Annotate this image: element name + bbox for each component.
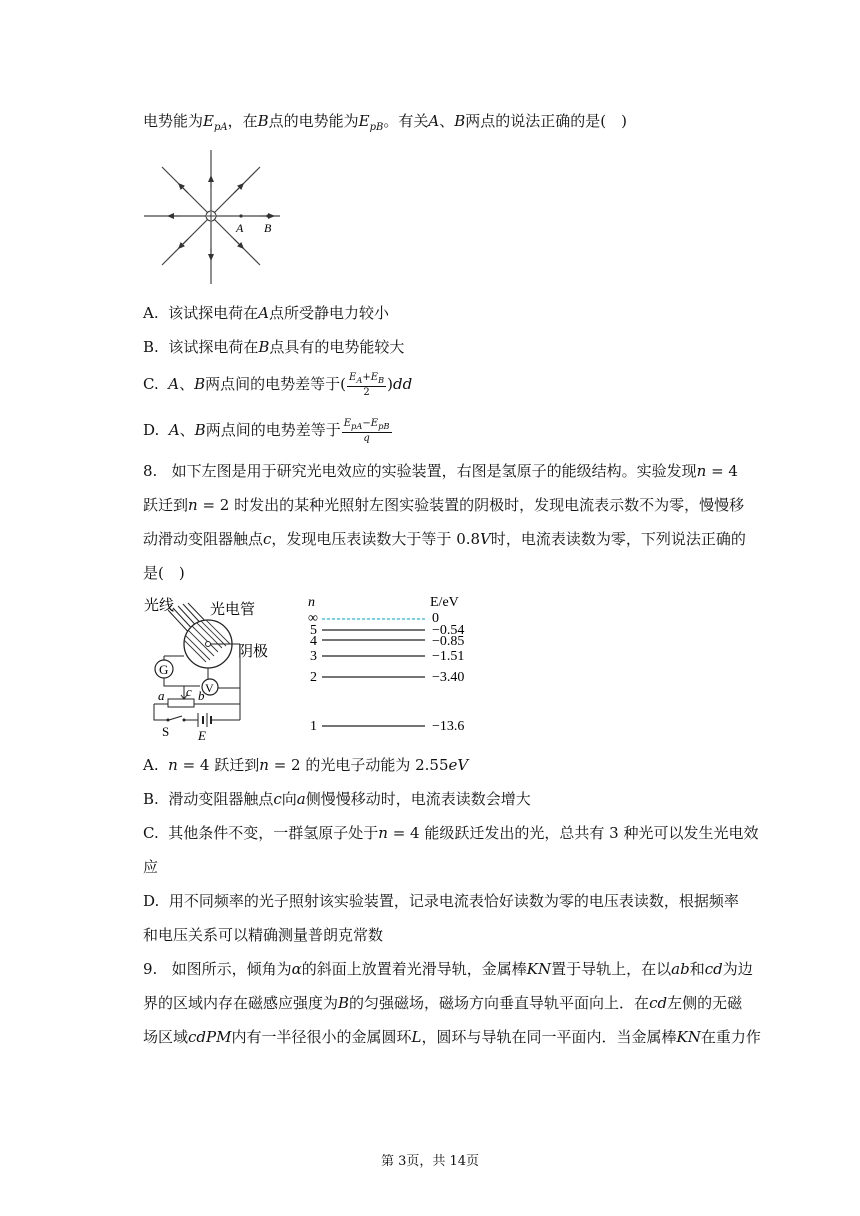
svg-text:1: 1 — [310, 719, 317, 734]
svg-text:c: c — [186, 684, 192, 699]
q8-option-c-cont: 应 — [143, 858, 159, 876]
svg-text:−3.40: −3.40 — [432, 670, 465, 685]
svg-text:a: a — [158, 688, 165, 703]
svg-text:−0.54: −0.54 — [432, 623, 465, 638]
q8-option-b: B. 滑动变阻器触点c向a侧慢慢移动时，电流表读数会增大 — [143, 790, 531, 808]
light-label: 光线 — [144, 598, 175, 614]
phototube-label: 光电管 — [210, 602, 256, 618]
page-footer: 第 3页，共 14页 — [380, 1154, 480, 1169]
q7-option-b: B. 该试探电荷在B点具有的电势能较大 — [143, 338, 405, 356]
q8-option-a: A. n = 4 跃迁到n = 2 的光电子动能为 2.55eV — [143, 756, 469, 774]
q8-stem-line-4: 是( ) — [143, 564, 185, 582]
q7-option-d: D. A、B两点间的电势差等于 $\frac{E_{pA}-E_{pB}}{q}$ — [143, 418, 390, 444]
svg-text:∞: ∞ — [308, 611, 318, 626]
q7-option-a: A. 该试探电荷在A点所受静电力较小 — [143, 304, 390, 322]
q7-option-c: C. A、B两点间的电势差等于( $\frac{E_A+E_B}{2}$ )dd — [143, 372, 413, 398]
q8-photoelectric-circuit — [140, 594, 280, 744]
svg-text:−1.51: −1.51 — [432, 649, 465, 664]
svg-text:5: 5 — [310, 623, 317, 638]
svg-text:−0.85: −0.85 — [432, 634, 465, 649]
fraction-d: $\frac{E_{pA}-E_{pB}}{q}$ — [343, 418, 390, 444]
q8-energy-levels — [300, 594, 490, 744]
svg-text:b: b — [198, 688, 205, 703]
voltmeter-label: V — [205, 681, 214, 695]
q8-option-d-cont: 和电压关系可以精确测量普朗克常数 — [143, 926, 384, 944]
q8-stem-line-1: 8. 如下左图是用于研究光电效应的实验装置，右图是氢原子的能级结构。实验发现n = 4 — [143, 462, 738, 480]
svg-text:n: n — [308, 595, 315, 610]
svg-text:2: 2 — [310, 670, 317, 685]
point-b-label: B — [264, 221, 272, 235]
svg-text:4: 4 — [310, 634, 317, 649]
q8-stem-line-3: 动滑动变阻器触点c，发现电压表读数大于等于 0.8V时，电流表读数为零，下列说法正确的 — [143, 530, 746, 548]
q8-stem-line-2: 跃迁到n = 2 时发出的某种光照射左图实验装置的阴极时，发现电流表示数不为零，慢慢移 — [143, 496, 745, 514]
svg-text:−13.6: −13.6 — [432, 719, 465, 734]
svg-text:E/eV: E/eV — [430, 595, 459, 610]
svg-text:S: S — [162, 724, 170, 739]
q7-stem: 电势能为$E_{pA}$，在B点的电势能为$E_{pB}$。有关A、B两点的说法正确的是( ) — [143, 112, 627, 133]
svg-text:0: 0 — [432, 611, 439, 626]
point-a-label: A — [236, 221, 244, 235]
q9-stem-line-1: 9. 如图所示，倾角为α的斜面上放置着光滑导轨，金属棒KN置于导轨上，在以ab和cd为边 — [143, 960, 753, 978]
svg-text:3: 3 — [310, 649, 317, 664]
q7-field-figure — [140, 148, 290, 288]
q9-stem-line-3: 场区域cdPM内有一半径很小的金属圆环L，圆环与导轨在同一平面内．当金属棒KN在重力作 — [143, 1028, 761, 1046]
q8-option-c: C. 其他条件不变，一群氢原子处于n = 4 能级跃迁发出的光，总共有 3 种光可以发生光电效 — [143, 824, 759, 842]
svg-text:E: E — [198, 728, 206, 743]
fraction-c: $\frac{E_A+E_B}{2}$ — [349, 372, 385, 398]
q9-stem-line-2: 界的区域内存在磁感应强度为B的匀强磁场，磁场方向垂直导轨平面向上．在cd左侧的无磁 — [143, 994, 743, 1012]
cathode-label: 阴极 — [238, 644, 269, 660]
galvanometer-label: G — [159, 662, 169, 677]
q8-option-d: D. 用不同频率的光子照射该实验装置，记录电流表恰好读数为零的电压表读数，根据频率 — [143, 892, 739, 910]
